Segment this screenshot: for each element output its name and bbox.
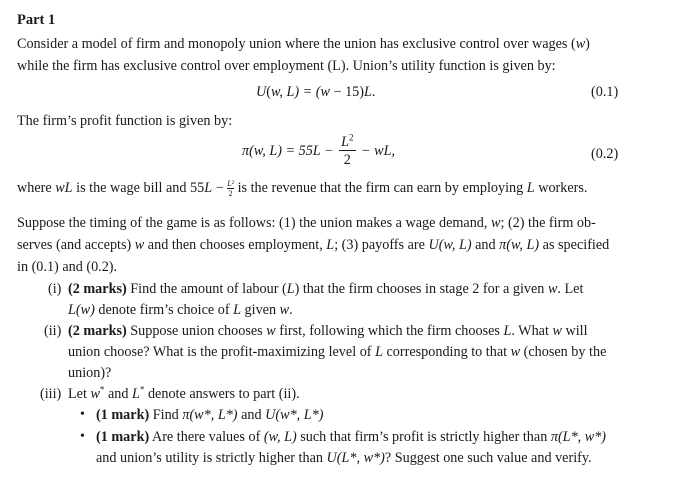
q3-star: *	[99, 384, 105, 395]
equation-number-2: (0.2)	[591, 146, 619, 162]
b1-pi-args: (w*, L*)	[189, 407, 238, 423]
q1-2d: .	[289, 302, 293, 318]
q2-2a: union choose? What is the profit-maximizing level of	[68, 344, 376, 360]
question-i-line-2	[68, 299, 293, 321]
where-b: is the wage bill and 55	[72, 180, 205, 196]
profit-intro: The firm’s profit function is given by:	[17, 113, 233, 129]
b1-U-args: (w*, L*)	[275, 407, 324, 423]
question-ii-line-1	[68, 320, 588, 342]
b1-a: Find	[149, 407, 183, 423]
q2-1w: w	[266, 323, 276, 339]
b1-marks: (1 mark)	[96, 407, 150, 423]
b2-b: such that firm’s profit is strictly higher than	[296, 429, 551, 445]
q2-2b: corresponding to that	[382, 344, 511, 360]
timing-2e: as specified	[539, 237, 610, 253]
q1-2Lw: L(w)	[68, 302, 95, 318]
q2-1a: Suppose union chooses	[126, 323, 267, 339]
q3-L: L	[132, 386, 140, 402]
where-d: workers.	[534, 180, 588, 196]
eq2-lhs: (w, L) = 55L −	[249, 142, 334, 159]
eq2-frac-L: L	[341, 134, 349, 150]
timing-1a: Suppose the timing of the game is as follows: (1) the union makes a wage demand,	[17, 215, 491, 231]
timing-2d: and	[471, 237, 500, 253]
q1-2c: given	[240, 302, 280, 318]
timing-2L: L	[326, 237, 335, 253]
q3-rest: denote answers to part (ii).	[144, 386, 300, 402]
timing-line-3: in (0.1) and (0.2).	[17, 259, 118, 275]
q1-1w: w	[547, 281, 558, 297]
q2-2L: L	[375, 344, 383, 360]
timing-2b: and then chooses employment,	[144, 237, 327, 253]
timing-2a: serves (and accepts)	[17, 237, 135, 253]
bullet-1-text	[96, 404, 323, 426]
where-minus: −	[212, 180, 228, 196]
timing-2piargs: (w, L)	[506, 237, 540, 253]
intro-text-1-end: )	[585, 36, 590, 52]
b2-pi-args: (L*, w*)	[557, 429, 607, 445]
q3-a: Let	[68, 386, 91, 402]
section-heading: Part 1	[17, 12, 56, 28]
q2-1L: L	[503, 323, 512, 339]
q1-marks: (2 marks)	[68, 281, 127, 297]
bullet-2-line-2	[96, 447, 592, 469]
where-L2: L	[526, 180, 535, 196]
q2-2c: (chosen by the	[520, 344, 607, 360]
timing-2c: ; (3) payoffs are	[334, 237, 429, 253]
b1-U: U	[265, 407, 276, 423]
q2-1d: will	[561, 323, 588, 339]
intro-line-1	[17, 33, 590, 55]
equation-profit	[242, 134, 395, 169]
question-i-label: (i)	[48, 281, 62, 297]
where-c: is the revenue that the firm can earn by employing	[234, 180, 527, 196]
q1-1L: L	[286, 281, 295, 297]
q2-2w: w	[510, 344, 521, 360]
q3-star2: *	[139, 384, 145, 395]
q1-2w: w	[279, 302, 290, 318]
eq1-minus15: − 15)	[329, 84, 364, 100]
bullet-2-marker: •	[80, 429, 85, 444]
eq2-frac-num	[339, 134, 355, 151]
timing-line-1	[17, 212, 596, 234]
intro-text-1: Consider a model of firm and monopoly union where the union has exclusive control over wages (	[17, 36, 576, 52]
equation-utility	[256, 84, 375, 101]
question-ii-line-2	[68, 341, 606, 363]
b2-U: U	[326, 450, 337, 466]
timing-2U: U	[428, 237, 439, 253]
b2-2a: and union’s utility is strictly higher than	[96, 450, 327, 466]
q2-marks: (2 marks)	[68, 323, 127, 339]
q2-1w2: w	[552, 323, 562, 339]
q3-w: w	[90, 386, 100, 402]
timing-line-2	[17, 234, 609, 256]
b2-pi: π	[550, 429, 558, 445]
eq1-L: L	[364, 84, 372, 100]
question-iii-line	[68, 383, 300, 405]
b1-pi: π	[182, 407, 190, 423]
q1-1c: . Let	[557, 281, 584, 297]
eq2-frac-sup: 2	[349, 132, 354, 143]
where-mini-den: 2	[228, 189, 233, 199]
eq1-w2: w	[320, 84, 330, 100]
timing-1b: ; (2) the firm ob-	[500, 215, 596, 231]
eq2-rhs: − wL,	[361, 142, 396, 159]
where-L: L	[204, 180, 213, 196]
question-ii-line-3: union)?	[68, 365, 112, 381]
q3-and: and	[104, 386, 133, 402]
q1-2b: denote firm’s choice of	[94, 302, 234, 318]
eq1-U: U	[256, 84, 267, 100]
b2-marks: (1 mark)	[96, 429, 150, 445]
timing-2pi: π	[499, 237, 507, 253]
q2-1b: first, following which the firm chooses	[275, 323, 504, 339]
intro-line-2: while the firm has exclusive control over employment (L). Union’s utility function is given by:	[17, 58, 556, 74]
b2-U-args: (L*, w*)	[336, 450, 385, 466]
b1-and: and	[237, 407, 266, 423]
b2-a: Are there values of	[149, 429, 264, 445]
q1-1b: ) that the firm chooses in stage 2 for a given	[294, 281, 548, 297]
q1-1a: Find the amount of labour (	[126, 281, 287, 297]
eq2-frac-den: 2	[343, 152, 351, 168]
where-mini-num: L²	[227, 179, 235, 189]
eq1-paren: (	[266, 84, 271, 100]
timing-1w: w	[491, 215, 501, 231]
b2-args: (w, L)	[263, 429, 297, 445]
q1-2L: L	[233, 302, 241, 318]
eq1-w: w	[270, 84, 280, 100]
b2-2b: ? Suggest one such value and verify.	[384, 450, 592, 466]
timing-2Uargs: (w, L)	[438, 237, 472, 253]
equation-number-1: (0.1)	[591, 84, 619, 100]
question-ii-label: (ii)	[44, 323, 62, 339]
var-w: w	[575, 36, 586, 52]
eq1-mid: , L) = (	[279, 84, 321, 100]
eq2-pi: π	[242, 142, 250, 159]
question-i-line-1	[68, 278, 583, 300]
question-iii-label: (iii)	[40, 386, 62, 402]
where-wL: wL	[55, 180, 73, 196]
eq2-fraction	[339, 134, 355, 169]
eq1-period: .	[371, 84, 376, 100]
bullet-2-line-1	[96, 426, 606, 448]
bullet-1-marker: •	[80, 407, 85, 422]
where-a: where	[17, 180, 56, 196]
q2-1c: . What	[511, 323, 553, 339]
timing-2w: w	[134, 237, 145, 253]
where-line	[17, 177, 587, 199]
